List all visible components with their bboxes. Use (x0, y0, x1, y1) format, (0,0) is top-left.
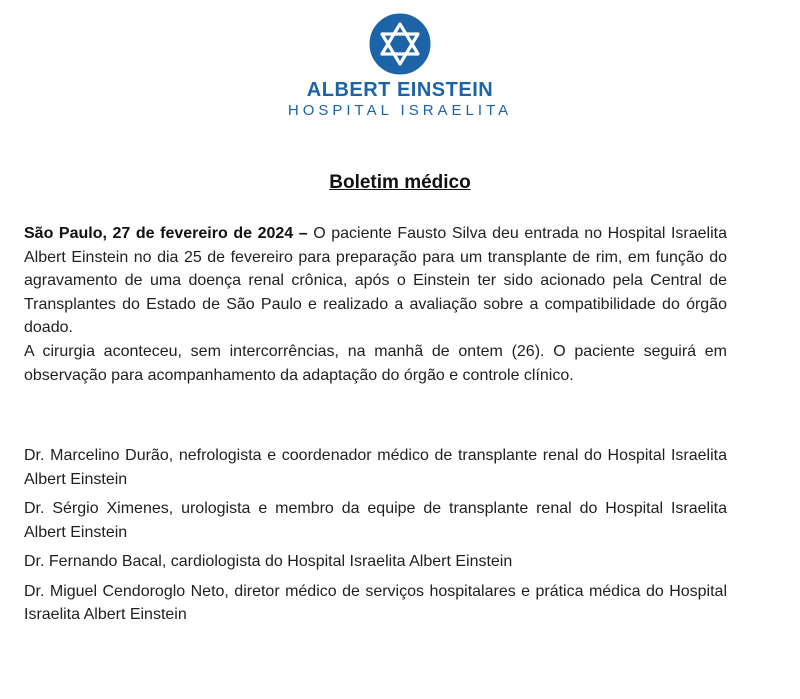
signature-item: Dr. Marcelino Durão, nefrologista e coordenador médico de transplante renal do Hospital Israelita Albert Einstein (24, 447, 727, 488)
bulletin-paragraph-2: A cirurgia aconteceu, sem intercorrências, na manhã de ontem (26). O paciente seguirá em observação para acompanhamento da adaptação do órgão e controle clínico. (24, 343, 727, 384)
bulletin-paragraph-1 (24, 222, 727, 340)
hospital-logo (0, 12, 800, 120)
logo-subtitle: HOSPITAL ISRAELITA (287, 102, 513, 119)
dateline: São Paulo, 27 de fevereiro de 2024 – (24, 225, 308, 242)
page-title: Boletim médico (329, 172, 471, 193)
paragraph-1-text: O paciente Fausto Silva deu entrada no Hospital Israelita Albert Einstein no dia 25 de fevereiro para preparação para um transplante de rim, em função do agravamento de uma doença renal crônica, após o Einstein ter sido acionado pela Central de Transplantes do Estado de São Paulo e realizado a avaliação sobre a compatibilidade do órgão doado. (24, 225, 728, 336)
star-of-david-logo-icon (368, 12, 432, 76)
logo-title: ALBERT EINSTEIN (306, 79, 494, 101)
signature-list (24, 444, 727, 633)
signature-item: Dr. Sérgio Ximenes, urologista e membro da equipe de transplante renal do Hospital Israelita Albert Einstein (24, 500, 727, 541)
signature-item: Dr. Fernando Bacal, cardiologista do Hospital Israelita Albert Einstein (24, 553, 513, 570)
signature-item: Dr. Miguel Cendoroglo Neto, diretor médico de serviços hospitalares e prática médica do Hospital Israelita Albert Einstein (24, 582, 727, 623)
